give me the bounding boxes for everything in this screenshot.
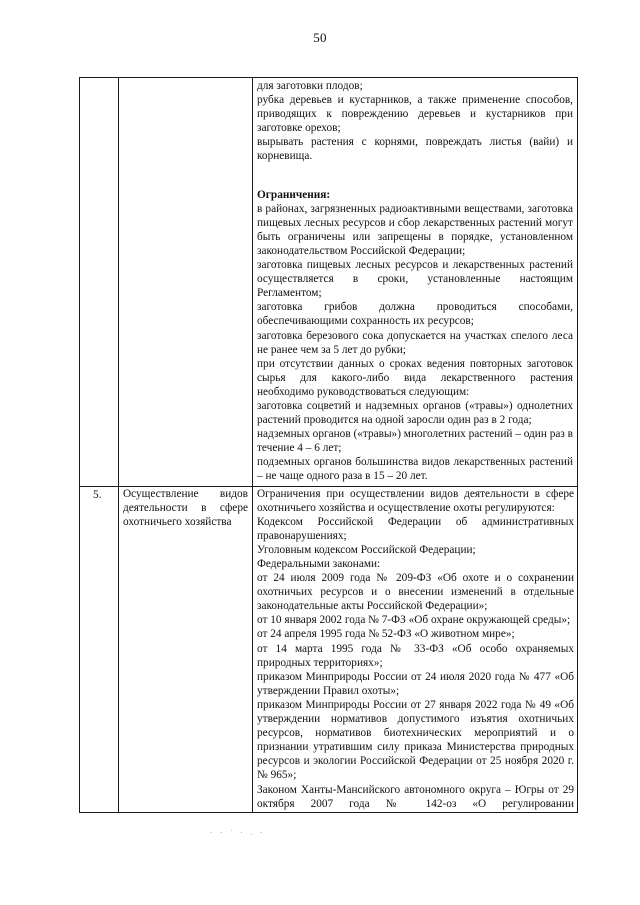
content-line: Уголовным кодексом Российской Федерации; [257, 543, 476, 556]
content-line: Кодексом Российской Федерации об административных правонарушениях; [257, 515, 574, 542]
restriction-line: в районах, загрязненных радиоактивными веществами, заготовка пищевых лесных ресурсов и сбор лекарственных растений могут быть ограничены или запрещены в порядке, установленном законодательством Российской Федерации; [257, 202, 573, 257]
row-title-cell [119, 486, 253, 812]
page-number: 50 [313, 30, 327, 45]
row-content-cell [253, 486, 578, 812]
content-line: Законом Ханты-Мансийского автономного округа – Югры от 29 октября 2007 года № 142-оз «О регулировании [257, 783, 574, 810]
table-row [80, 78, 578, 487]
content-line: для заготовки плодов; [257, 80, 363, 92]
content-line: Ограничения при осуществлении видов деятельности в сфере охотничьего хозяйства и осуществление охоты регулируются: [257, 487, 574, 514]
restrictions-heading: Ограничения: [257, 188, 331, 201]
restriction-line: заготовка березового сока допускается на участках спелого леса не ранее чем за 5 лет до рубки; [257, 329, 573, 356]
restriction-line: заготовка соцветий и надземных органов («травы») однолетних растений проводится на одной заросли один раз в 2 года; [257, 399, 573, 427]
row-number-cell [80, 78, 119, 487]
content-line: от 14 марта 1995 года № 33-ФЗ «Об особо охраняемых природных территориях»; [257, 642, 574, 669]
content-line: от 24 июля 2009 года № 209-ФЗ «Об охоте и о сохранении охотничьих ресурсов и о внесении изменений в отдельные законодательные акты Российской Федерации»; [257, 572, 574, 613]
row-title: Осуществление видов деятельности в сфере охотничьего хозяйства [123, 487, 248, 528]
blank-gap [257, 164, 573, 188]
row-title-cell [119, 78, 253, 487]
content-line: рубка деревьев и кустарников, а также применение способов, приводящих к повреждению деревьев и кустарников при заготовке орехов; [257, 94, 573, 135]
content-line: Федеральными законами: [257, 558, 381, 570]
content-line: приказом Минприроды России от 27 января 2022 года № 49 «Об утверждении нормативов допустимого изъятия охотничьих ресурсов, нормативов биотехнических мероприятий и о признании утратившим силу приказа Министерства природных ресурсов и экологии Российской Федерации от 25 ноября 2020 г. № 965»; [257, 698, 574, 782]
restriction-line: заготовка пищевых лесных ресурсов и лекарственных растений осуществляется в сроки, установленные настоящим Регламентом; [257, 259, 573, 300]
content-line: приказом Минприроды России от 24 июля 2020 года № 477 «Об утверждении Правил охоты»; [257, 670, 574, 697]
row-number: 5. [93, 488, 102, 501]
regulation-table [79, 77, 578, 813]
table-row [80, 486, 578, 812]
row-number-cell [80, 486, 119, 812]
restriction-line: при отсутствии данных о сроках ведения повторных заготовок сырья для какого-либо вида лекарственного растения необходимо руководствоваться следующим: [257, 357, 573, 398]
row-number [80, 78, 118, 79]
scan-noise: · · ˙ · . · [210, 829, 266, 837]
restriction-line: надземных органов («травы») многолетних растений – один раз в течение 4 – 6 лет; [257, 428, 573, 455]
content-line: вырывать растения с корнями, повреждать листья (вайи) и корневища. [257, 136, 573, 163]
restriction-line: заготовка грибов должна проводиться способами, обеспечивающими сохранность их ресурсов; [257, 301, 573, 328]
row-content-cell [253, 78, 578, 487]
content-line: от 10 января 2002 года № 7-ФЗ «Об охране окружающей среды»; [257, 614, 571, 627]
content-line: от 24 апреля 1995 года № 52-ФЗ «О животном мире»; [257, 628, 515, 641]
restriction-line: подземных органов большинства видов лекарственных растений – не чаще одного раза в 15 – 20 лет. [257, 456, 573, 483]
